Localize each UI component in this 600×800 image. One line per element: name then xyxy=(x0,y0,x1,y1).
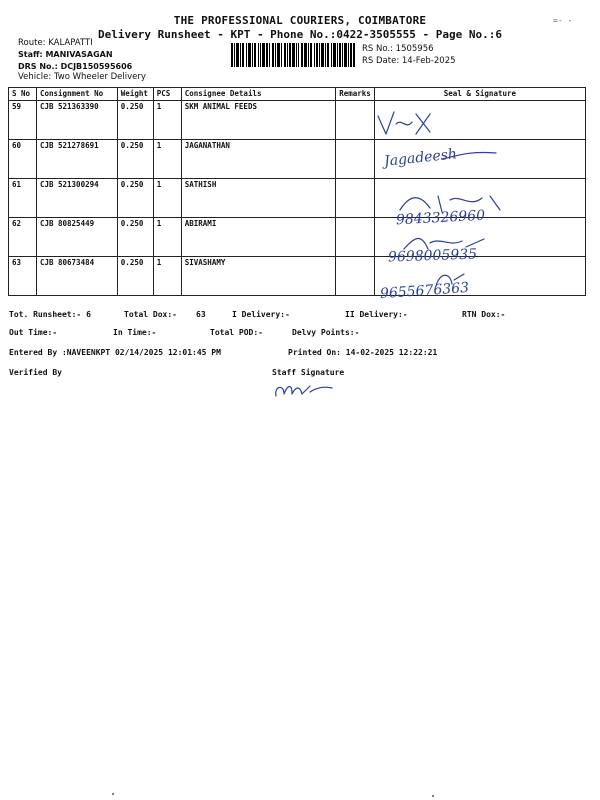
col-pcs: PCS xyxy=(153,88,181,101)
col-consignee: Consignee Details xyxy=(181,88,335,101)
rs-date: RS Date: 14-Feb-2025 xyxy=(362,56,456,66)
cell-sno: 62 xyxy=(9,218,37,257)
cell-remarks xyxy=(336,257,375,296)
cell-consignee: ABIRAMI xyxy=(181,218,335,257)
out-time: Out Time:- xyxy=(9,328,58,337)
staff-label: Staff: MANIVASAGAN xyxy=(18,50,113,59)
drs-label: DRS No.: DCJB150595606 xyxy=(18,62,133,71)
table-row xyxy=(9,101,586,140)
cell-consignment: CJB 80673484 xyxy=(36,257,117,296)
phone-row61: 9843326960 xyxy=(395,207,486,229)
cell-weight: 0.250 xyxy=(117,218,153,257)
rs-number: RS No.: 1505956 xyxy=(362,44,434,54)
table-header-row xyxy=(9,88,586,101)
staff-signature-drawing xyxy=(270,378,340,402)
ii-delivery: II Delivery:- xyxy=(345,310,408,319)
total-dox-label: Total Dox:- xyxy=(124,310,177,319)
cell-consignee: JAGANATHAN xyxy=(181,140,335,179)
signature-row60-stroke xyxy=(440,145,500,165)
signature-row59-drawing xyxy=(372,104,442,144)
cell-pcs: 1 xyxy=(153,218,181,257)
cell-remarks xyxy=(336,140,375,179)
cell-remarks xyxy=(336,101,375,140)
col-consignment: Consignment No xyxy=(36,88,117,101)
cell-weight: 0.250 xyxy=(117,179,153,218)
cell-weight: 0.250 xyxy=(117,140,153,179)
barcode-image xyxy=(231,43,355,67)
entered-by: Entered By :NAVEENKPT 02/14/2025 12:01:45 PM xyxy=(9,348,221,357)
col-remarks: Remarks xyxy=(336,88,375,101)
cell-consignment: CJB 521278691 xyxy=(36,140,117,179)
runsheet-title: Delivery Runsheet - KPT - Phone No.:0422-3505555 - Page No.:6 xyxy=(98,28,502,41)
col-seal-signature: Seal & Signature xyxy=(374,88,585,101)
cell-consignment: CJB 521300294 xyxy=(36,179,117,218)
scan-speck xyxy=(432,795,434,797)
cell-pcs: 1 xyxy=(153,257,181,296)
cell-remarks xyxy=(336,218,375,257)
printed-on: Printed On: 14-02-2025 12:22:21 xyxy=(288,348,438,357)
tot-runsheet: Tot. Runsheet:- 6 xyxy=(9,310,91,319)
cell-sno: 63 xyxy=(9,257,37,296)
scan-speck xyxy=(112,793,114,795)
vehicle-label: Vehicle: Two Wheeler Delivery xyxy=(18,72,146,82)
col-weight: Weight xyxy=(117,88,153,101)
in-time: In Time:- xyxy=(113,328,157,337)
cell-consignment: CJB 521363390 xyxy=(36,101,117,140)
cell-remarks xyxy=(336,179,375,218)
cell-sno: 60 xyxy=(9,140,37,179)
cell-consignment: CJB 80825449 xyxy=(36,218,117,257)
corner-mark: =- - xyxy=(553,16,573,25)
route-label: Route: KALAPATTI xyxy=(18,38,93,48)
cell-weight: 0.250 xyxy=(117,257,153,296)
cell-sno: 59 xyxy=(9,101,37,140)
phone-row62: 9698005935 xyxy=(387,246,478,266)
table-row xyxy=(9,257,586,296)
cell-consignee: SATHISH xyxy=(181,179,335,218)
cell-consignee: SIVASHAMY xyxy=(181,257,335,296)
total-pod: Total POD:- xyxy=(210,328,263,337)
cell-pcs: 1 xyxy=(153,101,181,140)
phone-row63: 9655676363 xyxy=(379,279,470,303)
table-row xyxy=(9,218,586,257)
cell-weight: 0.250 xyxy=(117,101,153,140)
staff-signature-label: Staff Signature xyxy=(272,368,345,377)
i-delivery: I Delivery:- xyxy=(232,310,290,319)
total-dox-value: 63 xyxy=(196,310,206,319)
delvy-points: Delvy Points:- xyxy=(292,328,360,337)
col-sno: S No xyxy=(9,88,37,101)
verified-by: Verified By xyxy=(9,368,62,377)
rtn-dox: RTN Dox:- xyxy=(462,310,506,319)
company-title: THE PROFESSIONAL COURIERS, COIMBATORE xyxy=(173,14,427,27)
cell-pcs: 1 xyxy=(153,179,181,218)
cell-consignee: SKM ANIMAL FEEDS xyxy=(181,101,335,140)
signature-row60: Jagadeesh xyxy=(383,146,458,170)
cell-sno: 61 xyxy=(9,179,37,218)
cell-pcs: 1 xyxy=(153,140,181,179)
